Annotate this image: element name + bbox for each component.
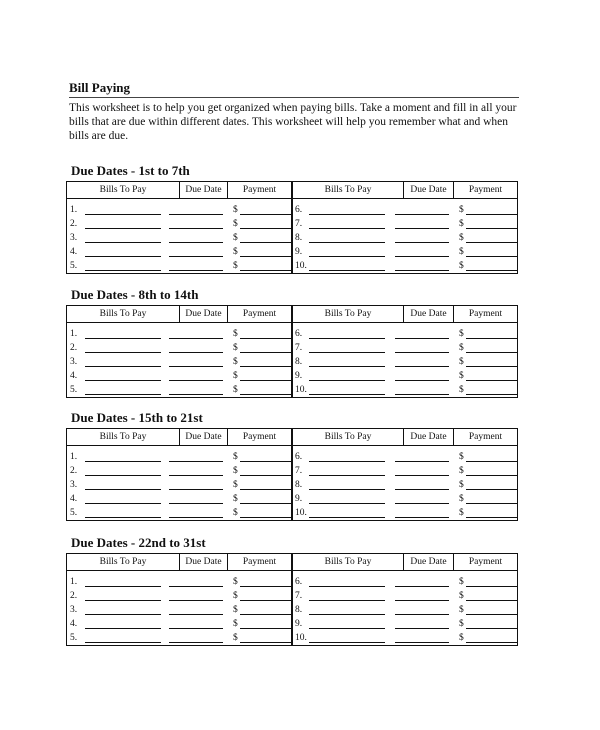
payment-blank[interactable] — [466, 352, 518, 353]
row-number: 5. — [70, 261, 78, 271]
dollar-sign: $ — [459, 619, 464, 629]
dollar-sign: $ — [459, 605, 464, 615]
dollar-sign: $ — [233, 385, 238, 395]
due-date-blank[interactable] — [395, 517, 449, 518]
payment-blank[interactable] — [466, 256, 518, 257]
table-row — [67, 632, 517, 646]
row-number: 5. — [70, 385, 78, 395]
dollar-sign: $ — [233, 508, 238, 518]
dollar-sign: $ — [233, 591, 238, 601]
dollar-sign: $ — [459, 247, 464, 257]
payment-blank[interactable] — [466, 586, 518, 587]
table-row — [67, 618, 517, 632]
table-row — [67, 451, 517, 465]
bill-name-blank[interactable] — [309, 228, 385, 229]
due-date-blank[interactable] — [395, 461, 449, 462]
header-payment: Payment — [453, 182, 517, 198]
dollar-sign: $ — [233, 343, 238, 353]
row-number: 9. — [295, 494, 303, 504]
due-date-blank[interactable] — [395, 614, 449, 615]
table-row — [67, 204, 517, 218]
row-number: 3. — [70, 480, 78, 490]
section-heading: Due Dates - 8th to 14th — [71, 287, 199, 302]
header-payment: Payment — [227, 429, 291, 445]
row-number: 7. — [295, 466, 303, 476]
intro-paragraph: This worksheet is to help you get organized when paying bills. Take a moment and fill in all your bills that are due within different dates. This worksheet will help you remember what and when bills are due. — [69, 102, 517, 142]
due-date-blank[interactable] — [395, 256, 449, 257]
payment-blank[interactable] — [466, 489, 518, 490]
bill-name-blank[interactable] — [309, 338, 385, 339]
bill-name-blank[interactable] — [309, 214, 385, 215]
bill-name-blank[interactable] — [309, 366, 385, 367]
table-row — [67, 342, 517, 356]
dollar-sign: $ — [233, 329, 238, 339]
dollar-sign: $ — [459, 633, 464, 643]
dollar-sign: $ — [233, 233, 238, 243]
dollar-sign: $ — [233, 466, 238, 476]
row-number: 6. — [295, 452, 303, 462]
dollar-sign: $ — [459, 466, 464, 476]
table-row — [67, 384, 517, 398]
due-date-blank[interactable] — [395, 394, 449, 395]
dollar-sign: $ — [233, 577, 238, 587]
header-due-date: Due Date — [403, 182, 453, 198]
due-date-blank[interactable] — [395, 380, 449, 381]
dollar-sign: $ — [233, 205, 238, 215]
bill-table — [66, 553, 518, 646]
header-due-date: Due Date — [179, 554, 227, 570]
bill-name-blank[interactable] — [309, 394, 385, 395]
row-number: 10. — [295, 508, 307, 518]
header-bills-to-pay: Bills To Pay — [99, 557, 147, 567]
title-rule — [69, 97, 519, 98]
row-number: 3. — [70, 357, 78, 367]
payment-blank[interactable] — [466, 517, 518, 518]
header-bills-to-pay: Bills To Pay — [324, 309, 372, 319]
payment-blank[interactable] — [466, 214, 518, 215]
bill-name-blank[interactable] — [309, 614, 385, 615]
bill-name-blank[interactable] — [309, 242, 385, 243]
row-number: 10. — [295, 633, 307, 643]
row-number: 1. — [70, 577, 78, 587]
payment-blank[interactable] — [466, 366, 518, 367]
header-bills-to-pay: Bills To Pay — [324, 432, 372, 442]
row-number: 6. — [295, 329, 303, 339]
payment-blank[interactable] — [466, 503, 518, 504]
row-number: 1. — [70, 329, 78, 339]
table-row — [67, 590, 517, 604]
payment-blank[interactable] — [466, 380, 518, 381]
dollar-sign: $ — [459, 577, 464, 587]
row-number: 7. — [295, 343, 303, 353]
dollar-sign: $ — [233, 261, 238, 271]
bill-name-blank[interactable] — [309, 461, 385, 462]
dollar-sign: $ — [233, 452, 238, 462]
table-row — [67, 604, 517, 618]
table-row — [67, 465, 517, 479]
due-date-blank[interactable] — [395, 270, 449, 271]
header-due-date: Due Date — [179, 306, 227, 322]
row-number: 2. — [70, 219, 78, 229]
dollar-sign: $ — [459, 385, 464, 395]
payment-blank[interactable] — [466, 628, 518, 629]
bill-name-blank[interactable] — [309, 517, 385, 518]
bill-name-blank[interactable] — [309, 256, 385, 257]
row-number: 9. — [295, 619, 303, 629]
dollar-sign: $ — [459, 480, 464, 490]
payment-blank[interactable] — [466, 600, 518, 601]
row-number: 1. — [70, 205, 78, 215]
bill-name-blank[interactable] — [309, 586, 385, 587]
dollar-sign: $ — [233, 619, 238, 629]
table-row — [67, 576, 517, 590]
row-number: 7. — [295, 219, 303, 229]
section-heading: Due Dates - 22nd to 31st — [71, 535, 206, 550]
row-number: 7. — [295, 591, 303, 601]
section-heading: Due Dates - 1st to 7th — [71, 163, 190, 178]
dollar-sign: $ — [459, 329, 464, 339]
dollar-sign: $ — [233, 357, 238, 367]
row-number: 8. — [295, 233, 303, 243]
dollar-sign: $ — [233, 494, 238, 504]
table-row — [67, 356, 517, 370]
header-due-date: Due Date — [403, 306, 453, 322]
header-payment: Payment — [453, 429, 517, 445]
bill-table — [66, 181, 518, 274]
due-date-blank[interactable] — [395, 214, 449, 215]
dollar-sign: $ — [459, 261, 464, 271]
due-date-blank[interactable] — [395, 366, 449, 367]
row-number: 8. — [295, 605, 303, 615]
bill-table — [66, 305, 518, 398]
header-due-date: Due Date — [179, 182, 227, 198]
payment-blank[interactable] — [466, 228, 518, 229]
row-number: 4. — [70, 247, 78, 257]
row-number: 4. — [70, 494, 78, 504]
row-number: 5. — [70, 633, 78, 643]
dollar-sign: $ — [459, 219, 464, 229]
payment-blank[interactable] — [466, 614, 518, 615]
dollar-sign: $ — [233, 480, 238, 490]
header-payment: Payment — [227, 306, 291, 322]
bill-name-blank[interactable] — [309, 489, 385, 490]
dollar-sign: $ — [459, 591, 464, 601]
table-row — [67, 328, 517, 342]
header-due-date: Due Date — [179, 429, 227, 445]
dollar-sign: $ — [233, 605, 238, 615]
payment-blank[interactable] — [466, 270, 518, 271]
table-row — [67, 370, 517, 384]
bill-name-blank[interactable] — [309, 475, 385, 476]
dollar-sign: $ — [459, 494, 464, 504]
row-number: 3. — [70, 233, 78, 243]
row-number: 8. — [295, 480, 303, 490]
table-row — [67, 218, 517, 232]
header-payment: Payment — [453, 554, 517, 570]
payment-blank[interactable] — [466, 475, 518, 476]
dollar-sign: $ — [233, 633, 238, 643]
dollar-sign: $ — [459, 205, 464, 215]
due-date-blank[interactable] — [395, 242, 449, 243]
header-payment: Payment — [453, 306, 517, 322]
header-bills-to-pay: Bills To Pay — [99, 185, 147, 195]
dollar-sign: $ — [233, 219, 238, 229]
table-row — [67, 493, 517, 507]
row-number: 1. — [70, 452, 78, 462]
dollar-sign: $ — [459, 452, 464, 462]
payment-blank[interactable] — [466, 461, 518, 462]
row-number: 9. — [295, 371, 303, 381]
table-row — [67, 260, 517, 274]
payment-blank[interactable] — [466, 242, 518, 243]
bill-name-blank[interactable] — [309, 600, 385, 601]
due-date-blank[interactable] — [395, 352, 449, 353]
row-number: 2. — [70, 466, 78, 476]
header-due-date: Due Date — [403, 429, 453, 445]
header-bills-to-pay: Bills To Pay — [324, 185, 372, 195]
dollar-sign: $ — [233, 247, 238, 257]
bill-name-blank[interactable] — [309, 642, 385, 643]
row-number: 3. — [70, 605, 78, 615]
due-date-blank[interactable] — [395, 600, 449, 601]
dollar-sign: $ — [233, 371, 238, 381]
row-number: 2. — [70, 591, 78, 601]
row-number: 4. — [70, 619, 78, 629]
due-date-blank[interactable] — [395, 642, 449, 643]
payment-blank[interactable] — [466, 642, 518, 643]
dollar-sign: $ — [459, 508, 464, 518]
bill-table — [66, 428, 518, 521]
header-bills-to-pay: Bills To Pay — [99, 432, 147, 442]
header-bills-to-pay: Bills To Pay — [324, 557, 372, 567]
header-payment: Payment — [227, 182, 291, 198]
section-heading: Due Dates - 15th to 21st — [71, 410, 203, 425]
header-bills-to-pay: Bills To Pay — [99, 309, 147, 319]
row-number: 10. — [295, 385, 307, 395]
due-date-blank[interactable] — [395, 475, 449, 476]
due-date-blank[interactable] — [395, 628, 449, 629]
bill-name-blank[interactable] — [309, 503, 385, 504]
due-date-blank[interactable] — [395, 586, 449, 587]
dollar-sign: $ — [459, 357, 464, 367]
bill-name-blank[interactable] — [309, 270, 385, 271]
row-number: 6. — [295, 205, 303, 215]
table-row — [67, 246, 517, 260]
dollar-sign: $ — [459, 233, 464, 243]
due-date-blank[interactable] — [395, 503, 449, 504]
row-number: 2. — [70, 343, 78, 353]
row-number: 5. — [70, 508, 78, 518]
payment-blank[interactable] — [466, 394, 518, 395]
payment-blank[interactable] — [466, 338, 518, 339]
header-payment: Payment — [227, 554, 291, 570]
dollar-sign: $ — [459, 343, 464, 353]
bill-name-blank[interactable] — [309, 628, 385, 629]
due-date-blank[interactable] — [395, 338, 449, 339]
bill-name-blank[interactable] — [309, 352, 385, 353]
table-row — [67, 232, 517, 246]
table-row — [67, 479, 517, 493]
due-date-blank[interactable] — [395, 489, 449, 490]
page-title: Bill Paying — [69, 80, 131, 95]
table-row — [67, 507, 517, 521]
row-number: 8. — [295, 357, 303, 367]
due-date-blank[interactable] — [395, 228, 449, 229]
row-number: 10. — [295, 261, 307, 271]
dollar-sign: $ — [459, 371, 464, 381]
header-due-date: Due Date — [403, 554, 453, 570]
row-number: 4. — [70, 371, 78, 381]
row-number: 6. — [295, 577, 303, 587]
row-number: 9. — [295, 247, 303, 257]
bill-name-blank[interactable] — [309, 380, 385, 381]
